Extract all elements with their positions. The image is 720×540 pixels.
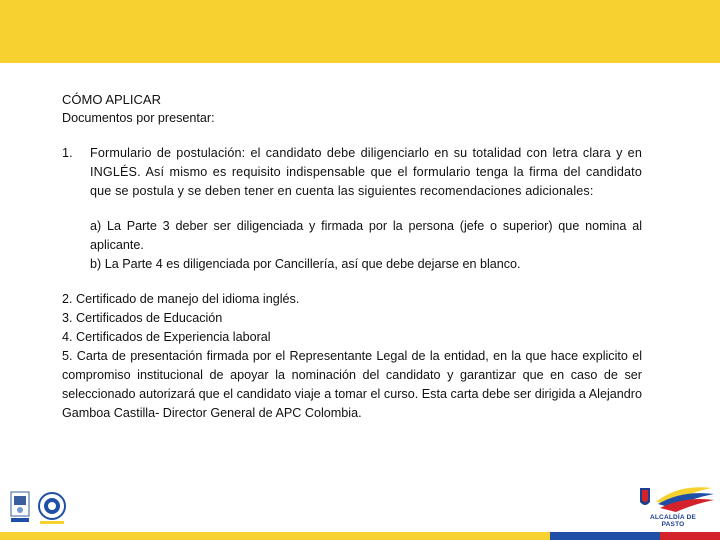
alcaldia-de-pasto-logo — [630, 484, 716, 530]
list-item-5: 5. Carta de presentación firmada por el Representante Legal de la entidad, en la que hace explicito el compromiso institucional de apoyar la nominación del candidato y garantizar que en caso de ser seleccionado autorizará que el candidato viaje a tomar el curso. Esta carta debe ser dirigida a Alejandro Gamboa Castilla- Director General de APC Colombia. — [62, 349, 642, 420]
list-item-1-text: Formulario de postulación: el candidato debe diligenciarlo en su totalidad con letra clara y en INGLÉS. Así mismo es requisito indispensable que el formulario tenga la firma del candidato que se postula y se deben tener en cuenta las siguientes recomendaciones adicionales: — [90, 146, 642, 198]
bottom-band-red — [660, 532, 720, 540]
top-yellow-band — [0, 0, 720, 63]
section-subheading: Documentos por presentar: — [62, 111, 215, 125]
bottom-band-yellow — [0, 532, 550, 540]
list-item-1-number: 1. — [62, 146, 73, 160]
list-item-1 — [62, 144, 642, 201]
list-item-3: 3. Certificados de Educación — [62, 311, 223, 325]
list-item-4: 4. Certificados de Experiencia laboral — [62, 330, 271, 344]
document-body — [62, 90, 642, 423]
bottom-band-blue — [550, 532, 660, 540]
alcaldia-de-pasto-text: ALCALDÍA DE PASTO — [649, 514, 696, 528]
section-heading: CÓMO APLICAR — [62, 92, 161, 107]
sub-item-b: b) La Parte 4 es diligenciada por Cancillería, así que debe dejarse en blanco. — [90, 257, 521, 271]
sub-list — [90, 217, 642, 274]
sub-item-a: a) La Parte 3 deber ser diligenciada y firmada por la persona (jefe o superior) que nomina al aplicante. — [90, 219, 642, 252]
bottom-color-band — [0, 532, 720, 540]
document-list — [62, 290, 642, 423]
list-item-2: 2. Certificado de manejo del idioma inglés. — [62, 292, 300, 306]
certification-seals-icon — [8, 488, 70, 528]
